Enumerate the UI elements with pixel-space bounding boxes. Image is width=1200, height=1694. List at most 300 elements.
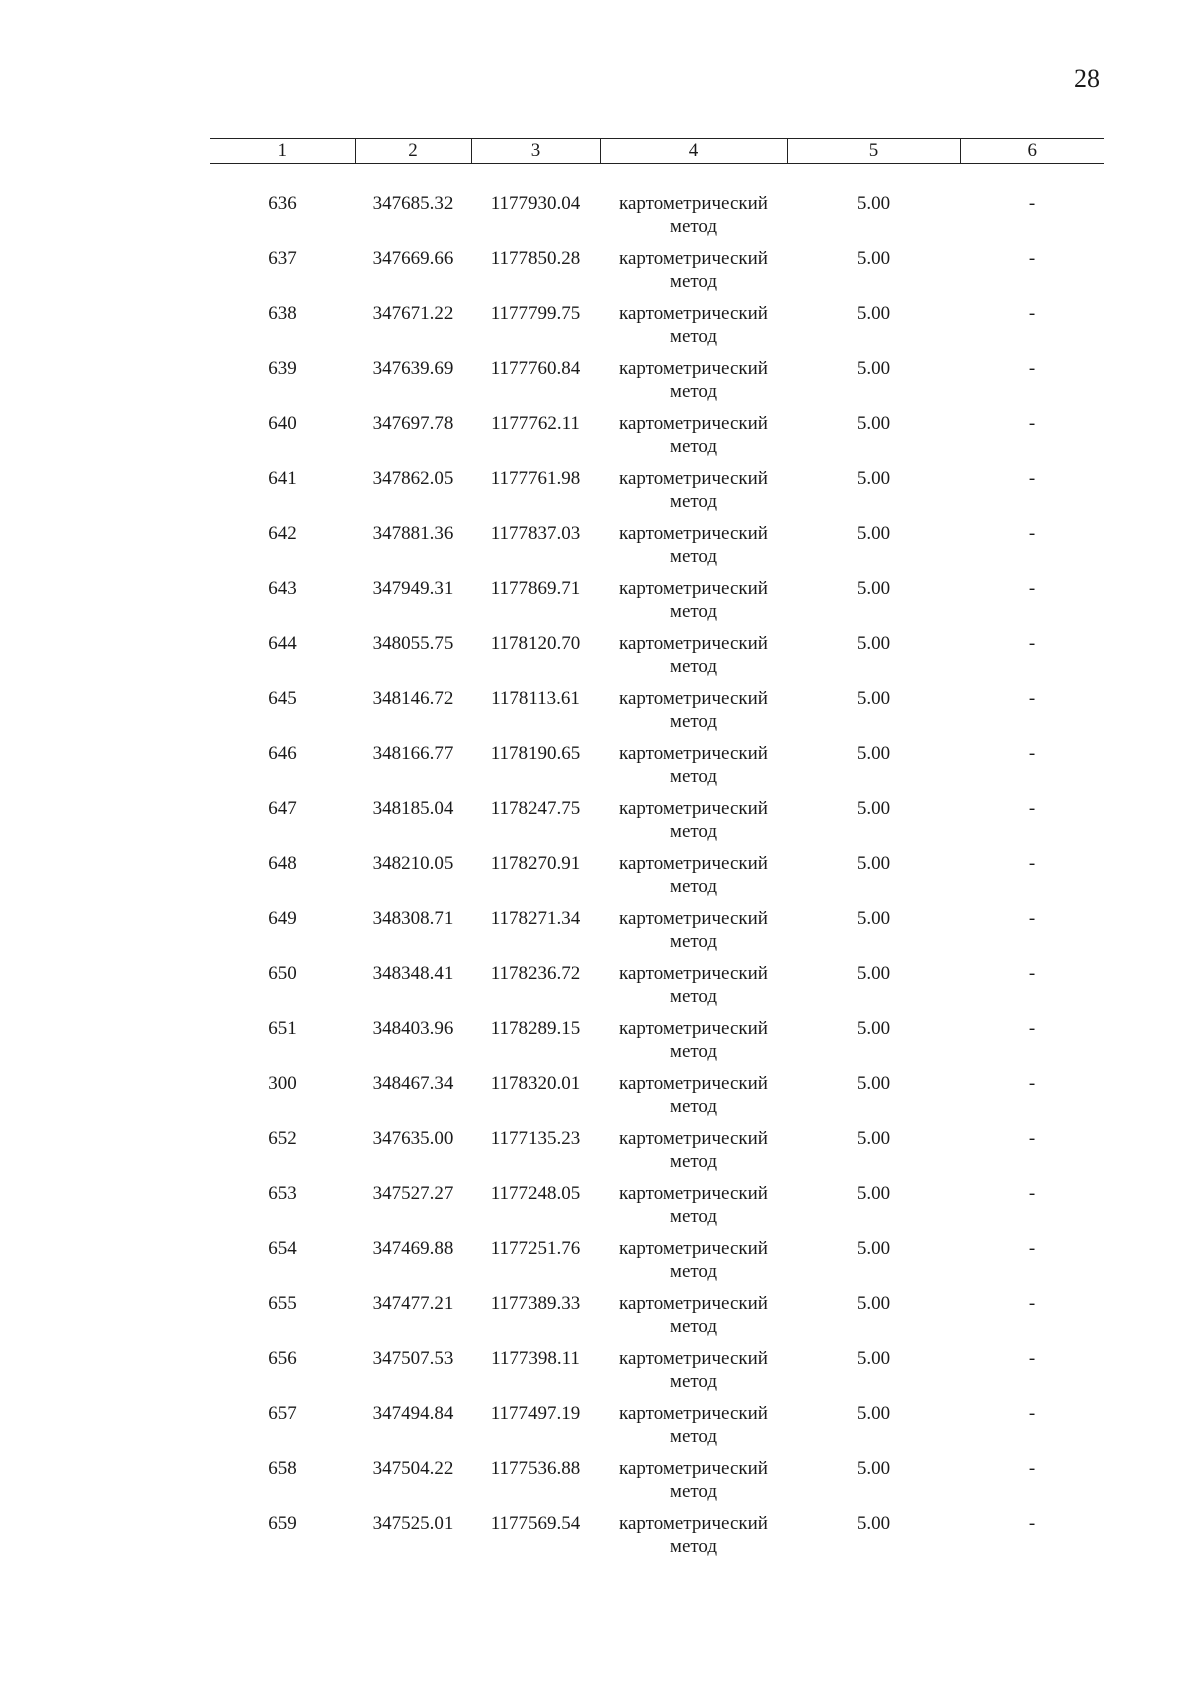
cell-note — [960, 1512, 1104, 1567]
cell-y-coordinate — [471, 192, 600, 247]
cell-accuracy — [787, 1402, 960, 1457]
cell-y-coordinate-text: 1177389.33 — [490, 1293, 581, 1314]
cell-method — [600, 192, 787, 247]
cell-accuracy — [787, 1017, 960, 1072]
cell-y-coordinate-text: 1178236.72 — [490, 963, 581, 984]
cell-note-text: - — [1028, 1348, 1036, 1369]
cell-y-coordinate-text: 1178289.15 — [490, 1018, 581, 1039]
cell-method — [600, 577, 787, 632]
page-number: 28 — [1074, 64, 1100, 93]
cell-x-coordinate-text: 347697.78 — [372, 413, 454, 434]
cell-accuracy-text: 5.00 — [856, 963, 891, 984]
cell-x-coordinate — [355, 1292, 471, 1347]
cell-x-coordinate — [355, 1347, 471, 1402]
cell-y-coordinate — [471, 687, 600, 742]
cell-note-text: - — [1028, 1128, 1036, 1149]
cell-note — [960, 1347, 1104, 1402]
cell-point-id — [210, 467, 355, 522]
cell-accuracy — [787, 1182, 960, 1237]
cell-note — [960, 1072, 1104, 1127]
cell-accuracy-text: 5.00 — [856, 1458, 891, 1479]
cell-point-id-text: 636 — [268, 193, 297, 214]
cell-y-coordinate-text: 1178190.65 — [490, 743, 581, 764]
cell-method — [600, 302, 787, 357]
table-body — [210, 164, 1104, 1568]
cell-y-coordinate — [471, 907, 600, 962]
cell-accuracy-text: 5.00 — [856, 633, 891, 654]
header-row — [210, 139, 1104, 164]
table-row — [210, 412, 1104, 467]
cell-point-id-text: 650 — [268, 963, 297, 984]
cell-note — [960, 962, 1104, 1017]
cell-note-text: - — [1028, 908, 1036, 929]
cell-accuracy-text: 5.00 — [856, 468, 891, 489]
cell-x-coordinate — [355, 962, 471, 1017]
table-row — [210, 1237, 1104, 1292]
cell-x-coordinate — [355, 687, 471, 742]
cell-y-coordinate — [471, 1127, 600, 1182]
cell-x-coordinate — [355, 302, 471, 357]
table-row — [210, 1402, 1104, 1457]
cell-y-coordinate-text: 1177135.23 — [490, 1128, 581, 1149]
cell-point-id — [210, 1237, 355, 1292]
cell-x-coordinate — [355, 192, 471, 247]
cell-y-coordinate-text: 1177761.98 — [490, 468, 581, 489]
table-row — [210, 797, 1104, 852]
cell-point-id — [210, 412, 355, 467]
cell-accuracy — [787, 192, 960, 247]
cell-point-id — [210, 302, 355, 357]
cell-method-text: картометрический метод — [619, 743, 768, 787]
cell-x-coordinate-text: 347635.00 — [372, 1128, 454, 1149]
cell-point-id — [210, 1512, 355, 1567]
table-row — [210, 522, 1104, 577]
cell-x-coordinate — [355, 1182, 471, 1237]
cell-y-coordinate-text: 1177850.28 — [490, 248, 581, 269]
cell-x-coordinate-text: 347469.88 — [372, 1238, 454, 1259]
cell-point-id-text: 642 — [268, 523, 297, 544]
cell-point-id — [210, 192, 355, 247]
cell-y-coordinate — [471, 1457, 600, 1512]
cell-accuracy-text: 5.00 — [856, 1073, 891, 1094]
cell-method-text: картометрический метод — [619, 578, 768, 622]
cell-method-text: картометрический метод — [619, 1348, 768, 1392]
header-col-2: 2 — [355, 139, 471, 164]
cell-x-coordinate — [355, 632, 471, 687]
cell-y-coordinate — [471, 1402, 600, 1457]
cell-accuracy — [787, 742, 960, 797]
table-row — [210, 1292, 1104, 1347]
cell-note — [960, 412, 1104, 467]
cell-y-coordinate-text: 1178120.70 — [490, 633, 581, 654]
cell-x-coordinate-text: 347507.53 — [372, 1348, 454, 1369]
cell-method-text: картометрический метод — [619, 963, 768, 1007]
cell-accuracy — [787, 962, 960, 1017]
cell-accuracy — [787, 412, 960, 467]
cell-method — [600, 1292, 787, 1347]
table-row — [210, 1512, 1104, 1567]
cell-y-coordinate-text: 1177760.84 — [490, 358, 581, 379]
table-row — [210, 1127, 1104, 1182]
cell-y-coordinate-text: 1177248.05 — [490, 1183, 581, 1204]
cell-method-text: картометрический метод — [619, 523, 768, 567]
cell-method — [600, 1072, 787, 1127]
cell-note-text: - — [1028, 963, 1036, 984]
cell-x-coordinate — [355, 1237, 471, 1292]
coordinates-table — [210, 138, 1104, 1567]
cell-accuracy — [787, 1457, 960, 1512]
cell-accuracy-text: 5.00 — [856, 798, 891, 819]
cell-method-text: картометрический метод — [619, 1018, 768, 1062]
cell-x-coordinate-text: 348055.75 — [372, 633, 454, 654]
cell-y-coordinate-text: 1177869.71 — [490, 578, 581, 599]
cell-y-coordinate — [471, 1072, 600, 1127]
cell-note — [960, 907, 1104, 962]
cell-note-text: - — [1028, 1018, 1036, 1039]
cell-point-id-text: 658 — [268, 1458, 297, 1479]
cell-x-coordinate-text: 348210.05 — [372, 853, 454, 874]
cell-x-coordinate — [355, 1017, 471, 1072]
cell-note-text: - — [1028, 743, 1036, 764]
cell-note — [960, 1237, 1104, 1292]
cell-x-coordinate — [355, 1402, 471, 1457]
cell-x-coordinate-text: 347477.21 — [372, 1293, 454, 1314]
cell-method — [600, 852, 787, 907]
cell-accuracy-text: 5.00 — [856, 1403, 891, 1424]
cell-accuracy — [787, 687, 960, 742]
cell-x-coordinate-text: 347494.84 — [372, 1403, 454, 1424]
cell-accuracy-text: 5.00 — [856, 743, 891, 764]
cell-note-text: - — [1028, 1183, 1036, 1204]
cell-x-coordinate-text: 347862.05 — [372, 468, 454, 489]
cell-y-coordinate-text: 1178270.91 — [490, 853, 581, 874]
cell-method-text: картометрический метод — [619, 1403, 768, 1447]
cell-x-coordinate-text: 347949.31 — [372, 578, 454, 599]
cell-x-coordinate — [355, 1127, 471, 1182]
cell-accuracy-text: 5.00 — [856, 248, 891, 269]
cell-y-coordinate-text: 1178247.75 — [490, 798, 581, 819]
cell-point-id-text: 653 — [268, 1183, 297, 1204]
cell-point-id-text: 649 — [268, 908, 297, 929]
cell-method-text: картометрический метод — [619, 798, 768, 842]
cell-accuracy — [787, 632, 960, 687]
cell-accuracy-text: 5.00 — [856, 853, 891, 874]
cell-note — [960, 1457, 1104, 1512]
cell-point-id-text: 648 — [268, 853, 297, 874]
cell-y-coordinate — [471, 522, 600, 577]
cell-accuracy — [787, 522, 960, 577]
cell-point-id-text: 643 — [268, 578, 297, 599]
cell-x-coordinate-text: 348185.04 — [372, 798, 454, 819]
table-row — [210, 907, 1104, 962]
cell-point-id — [210, 1127, 355, 1182]
cell-x-coordinate — [355, 1072, 471, 1127]
cell-x-coordinate-text: 347504.22 — [372, 1458, 454, 1479]
cell-method — [600, 522, 787, 577]
cell-point-id-text: 655 — [268, 1293, 297, 1314]
cell-point-id — [210, 357, 355, 412]
cell-note-text: - — [1028, 1513, 1036, 1534]
cell-x-coordinate-text: 348166.77 — [372, 743, 454, 764]
table-header — [210, 139, 1104, 164]
cell-accuracy — [787, 247, 960, 302]
cell-point-id — [210, 687, 355, 742]
cell-accuracy-text: 5.00 — [856, 1128, 891, 1149]
cell-method — [600, 907, 787, 962]
cell-point-id — [210, 522, 355, 577]
table-spacer — [210, 164, 1104, 193]
cell-method-text: картометрический метод — [619, 688, 768, 732]
cell-y-coordinate-text: 1177251.76 — [490, 1238, 581, 1259]
cell-method — [600, 1512, 787, 1567]
cell-note — [960, 687, 1104, 742]
cell-note-text: - — [1028, 1458, 1036, 1479]
cell-note — [960, 302, 1104, 357]
table-row — [210, 852, 1104, 907]
cell-note-text: - — [1028, 578, 1036, 599]
cell-y-coordinate — [471, 302, 600, 357]
cell-accuracy — [787, 357, 960, 412]
cell-x-coordinate-text: 348308.71 — [372, 908, 454, 929]
cell-accuracy — [787, 907, 960, 962]
cell-method-text: картометрический метод — [619, 358, 768, 402]
cell-note — [960, 742, 1104, 797]
cell-y-coordinate-text: 1178320.01 — [490, 1073, 581, 1094]
cell-method — [600, 797, 787, 852]
cell-y-coordinate — [471, 247, 600, 302]
cell-method — [600, 1182, 787, 1237]
cell-note-text: - — [1028, 1293, 1036, 1314]
cell-method — [600, 962, 787, 1017]
cell-note — [960, 852, 1104, 907]
cell-x-coordinate-text: 348348.41 — [372, 963, 454, 984]
cell-method-text: картометрический метод — [619, 853, 768, 897]
cell-note-text: - — [1028, 853, 1036, 874]
cell-note-text: - — [1028, 468, 1036, 489]
cell-point-id — [210, 1347, 355, 1402]
cell-point-id-text: 656 — [268, 1348, 297, 1369]
cell-y-coordinate — [471, 1237, 600, 1292]
cell-x-coordinate — [355, 577, 471, 632]
table-row — [210, 632, 1104, 687]
cell-point-id — [210, 852, 355, 907]
cell-accuracy — [787, 577, 960, 632]
coordinates-table-container — [210, 138, 1104, 1567]
cell-method-text: картометрический метод — [619, 1513, 768, 1557]
cell-accuracy-text: 5.00 — [856, 1183, 891, 1204]
cell-method-text: картометрический метод — [619, 303, 768, 347]
cell-note — [960, 1292, 1104, 1347]
cell-method — [600, 687, 787, 742]
cell-accuracy — [787, 1072, 960, 1127]
table-row — [210, 1347, 1104, 1402]
cell-point-id — [210, 632, 355, 687]
cell-method-text: картометрический метод — [619, 1128, 768, 1172]
cell-point-id-text: 300 — [268, 1073, 297, 1094]
cell-note-text: - — [1028, 633, 1036, 654]
cell-y-coordinate-text: 1177799.75 — [490, 303, 581, 324]
cell-point-id — [210, 742, 355, 797]
cell-accuracy — [787, 1512, 960, 1567]
table-row — [210, 467, 1104, 522]
cell-x-coordinate — [355, 522, 471, 577]
cell-y-coordinate-text: 1177398.11 — [491, 1348, 580, 1369]
cell-note-text: - — [1028, 303, 1036, 324]
table-row — [210, 247, 1104, 302]
cell-note-text: - — [1028, 798, 1036, 819]
cell-y-coordinate — [471, 1512, 600, 1567]
cell-y-coordinate — [471, 1292, 600, 1347]
cell-point-id-text: 659 — [268, 1513, 297, 1534]
cell-note — [960, 1017, 1104, 1072]
cell-method-text: картометрический метод — [619, 1458, 768, 1502]
cell-x-coordinate-text: 347671.22 — [372, 303, 454, 324]
cell-y-coordinate — [471, 412, 600, 467]
cell-point-id — [210, 1457, 355, 1512]
cell-method-text: картометрический метод — [619, 1293, 768, 1337]
table-row — [210, 1457, 1104, 1512]
cell-x-coordinate-text: 348403.96 — [372, 1018, 454, 1039]
cell-accuracy-text: 5.00 — [856, 193, 891, 214]
cell-method — [600, 1402, 787, 1457]
cell-note — [960, 467, 1104, 522]
cell-method-text: картометрический метод — [619, 193, 768, 237]
cell-x-coordinate-text: 347669.66 — [372, 248, 454, 269]
cell-y-coordinate-text: 1178271.34 — [490, 908, 581, 929]
cell-accuracy-text: 5.00 — [856, 578, 891, 599]
cell-note-text: - — [1028, 358, 1036, 379]
cell-x-coordinate — [355, 797, 471, 852]
cell-note-text: - — [1028, 193, 1036, 214]
table-row — [210, 1017, 1104, 1072]
cell-accuracy — [787, 797, 960, 852]
cell-method-text: картометрический метод — [619, 633, 768, 677]
header-col-4: 4 — [600, 139, 787, 164]
cell-y-coordinate — [471, 467, 600, 522]
cell-accuracy-text: 5.00 — [856, 1513, 891, 1534]
header-col-5: 5 — [787, 139, 960, 164]
cell-accuracy — [787, 852, 960, 907]
cell-y-coordinate-text: 1177837.03 — [490, 523, 581, 544]
cell-point-id-text: 652 — [268, 1128, 297, 1149]
cell-point-id-text: 657 — [268, 1403, 297, 1424]
cell-x-coordinate — [355, 852, 471, 907]
table-row — [210, 742, 1104, 797]
cell-point-id-text: 647 — [268, 798, 297, 819]
cell-method — [600, 247, 787, 302]
cell-y-coordinate — [471, 1017, 600, 1072]
cell-point-id-text: 641 — [268, 468, 297, 489]
cell-note — [960, 1127, 1104, 1182]
cell-method-text: картометрический метод — [619, 248, 768, 292]
table-row — [210, 302, 1104, 357]
cell-method — [600, 742, 787, 797]
cell-accuracy-text: 5.00 — [856, 1348, 891, 1369]
cell-note — [960, 247, 1104, 302]
cell-accuracy-text: 5.00 — [856, 303, 891, 324]
cell-method-text: картометрический метод — [619, 1183, 768, 1227]
cell-note — [960, 192, 1104, 247]
cell-x-coordinate-text: 347881.36 — [372, 523, 454, 544]
cell-point-id-text: 645 — [268, 688, 297, 709]
cell-point-id — [210, 1292, 355, 1347]
cell-y-coordinate — [471, 742, 600, 797]
cell-x-coordinate — [355, 1457, 471, 1512]
cell-method — [600, 1017, 787, 1072]
cell-accuracy-text: 5.00 — [856, 688, 891, 709]
cell-point-id-text: 651 — [268, 1018, 297, 1039]
cell-accuracy — [787, 1237, 960, 1292]
cell-x-coordinate-text: 348146.72 — [372, 688, 454, 709]
cell-point-id — [210, 962, 355, 1017]
cell-accuracy — [787, 302, 960, 357]
cell-accuracy — [787, 467, 960, 522]
cell-y-coordinate — [471, 577, 600, 632]
cell-point-id — [210, 247, 355, 302]
cell-y-coordinate-text: 1177569.54 — [490, 1513, 581, 1534]
table-row — [210, 687, 1104, 742]
cell-y-coordinate-text: 1177762.11 — [491, 413, 580, 434]
cell-accuracy-text: 5.00 — [856, 358, 891, 379]
cell-x-coordinate — [355, 1512, 471, 1567]
cell-point-id — [210, 1017, 355, 1072]
cell-x-coordinate-text: 347527.27 — [372, 1183, 454, 1204]
cell-method — [600, 357, 787, 412]
cell-point-id-text: 639 — [268, 358, 297, 379]
cell-method — [600, 1347, 787, 1402]
cell-note-text: - — [1028, 688, 1036, 709]
cell-y-coordinate-text: 1177536.88 — [490, 1458, 581, 1479]
cell-method-text: картометрический метод — [619, 413, 768, 457]
cell-method-text: картометрический метод — [619, 1073, 768, 1117]
cell-method — [600, 1237, 787, 1292]
cell-x-coordinate-text: 347685.32 — [372, 193, 454, 214]
cell-note-text: - — [1028, 1403, 1036, 1424]
table-row — [210, 1072, 1104, 1127]
table-row — [210, 192, 1104, 247]
cell-y-coordinate-text: 1177930.04 — [490, 193, 581, 214]
cell-accuracy-text: 5.00 — [856, 1018, 891, 1039]
cell-x-coordinate — [355, 247, 471, 302]
cell-point-id — [210, 907, 355, 962]
cell-note — [960, 797, 1104, 852]
cell-point-id — [210, 577, 355, 632]
cell-point-id-text: 646 — [268, 743, 297, 764]
cell-accuracy-text: 5.00 — [856, 413, 891, 434]
cell-method-text: картометрический метод — [619, 1238, 768, 1282]
cell-accuracy — [787, 1347, 960, 1402]
table-row — [210, 962, 1104, 1017]
table-row — [210, 577, 1104, 632]
cell-x-coordinate-text: 347525.01 — [372, 1513, 454, 1534]
cell-x-coordinate — [355, 357, 471, 412]
cell-y-coordinate — [471, 852, 600, 907]
cell-accuracy — [787, 1127, 960, 1182]
cell-accuracy — [787, 1292, 960, 1347]
cell-note-text: - — [1028, 523, 1036, 544]
cell-note-text: - — [1028, 1238, 1036, 1259]
cell-point-id-text: 638 — [268, 303, 297, 324]
cell-x-coordinate-text: 347639.69 — [372, 358, 454, 379]
cell-y-coordinate-text: 1178113.61 — [491, 688, 580, 709]
cell-x-coordinate-text: 348467.34 — [372, 1073, 454, 1094]
cell-y-coordinate — [471, 797, 600, 852]
cell-point-id-text: 637 — [268, 248, 297, 269]
cell-accuracy-text: 5.00 — [856, 1293, 891, 1314]
cell-note — [960, 357, 1104, 412]
cell-point-id-text: 644 — [268, 633, 297, 654]
cell-method — [600, 1127, 787, 1182]
